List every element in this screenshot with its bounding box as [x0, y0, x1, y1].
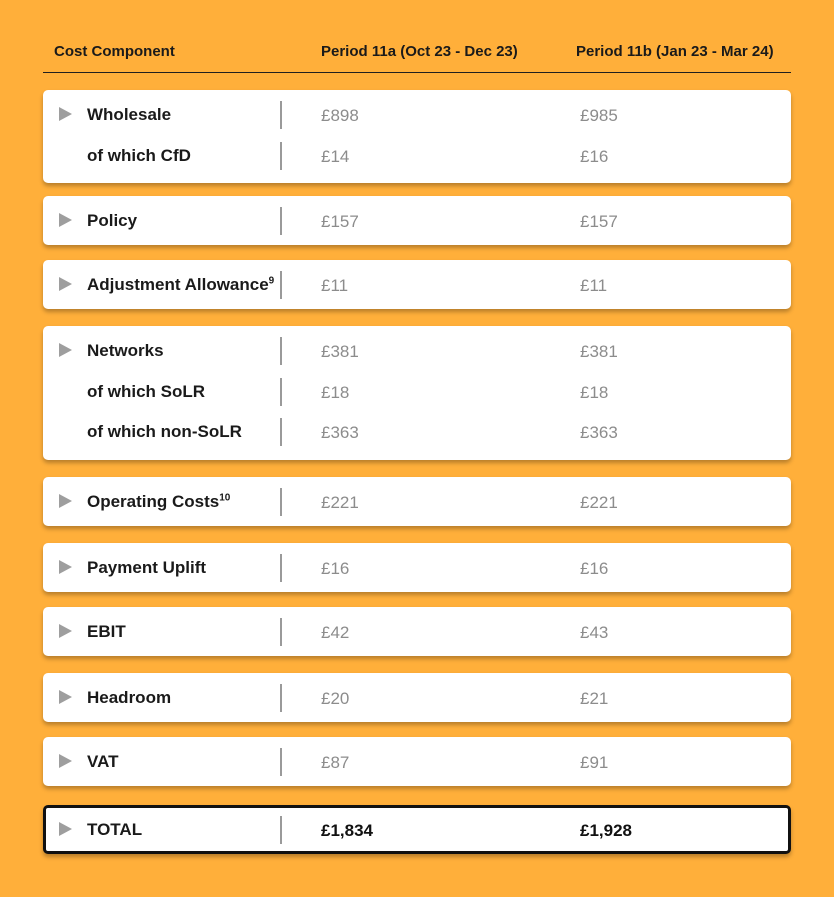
expand-arrow-icon[interactable]	[59, 277, 72, 291]
table-row	[43, 265, 791, 305]
table-header	[43, 32, 791, 73]
row-label: Networks	[87, 341, 164, 360]
card-networks	[43, 326, 791, 460]
card-policy	[43, 196, 791, 245]
expand-arrow-icon[interactable]	[59, 343, 72, 357]
divider	[280, 816, 282, 844]
value-period-11a: £157	[321, 212, 359, 231]
divider	[280, 271, 282, 299]
card-vat	[43, 737, 791, 786]
value-period-11a: £221	[321, 493, 359, 512]
value-period-11a: £87	[321, 753, 350, 772]
value-period-11a: £18	[321, 383, 350, 402]
divider	[280, 142, 282, 170]
table-row	[43, 612, 791, 652]
value-period-11a: £381	[321, 342, 359, 361]
value-period-11a: £20	[321, 689, 350, 708]
divider	[280, 618, 282, 646]
divider	[280, 748, 282, 776]
table-row	[46, 810, 788, 850]
row-label: Payment Uplift	[87, 558, 207, 577]
value-period-11a: £14	[321, 147, 350, 166]
row-label: of which CfD	[87, 146, 191, 165]
row-label: EBIT	[87, 622, 126, 641]
divider	[280, 684, 282, 712]
table-row	[43, 678, 791, 718]
value-period-11b: £18	[580, 383, 609, 402]
row-label: of which non-SoLR	[87, 422, 242, 441]
value-period-11a: £363	[321, 423, 359, 442]
header-period-11b: Period 11b (Jan 23 - Mar 24)	[576, 43, 774, 60]
value-period-11b: £11	[580, 276, 608, 295]
divider	[280, 378, 282, 406]
card-total	[43, 805, 791, 854]
card-headroom	[43, 673, 791, 722]
expand-arrow-icon[interactable]	[59, 690, 72, 704]
divider	[280, 554, 282, 582]
footnote-marker: 9	[268, 275, 275, 287]
expand-arrow-icon[interactable]	[59, 754, 72, 768]
row-label: Policy	[87, 211, 138, 230]
row-label: Operating Costs$^{10}$	[87, 492, 231, 511]
divider	[280, 337, 282, 365]
divider	[280, 418, 282, 446]
expand-arrow-icon[interactable]	[59, 107, 72, 121]
value-period-11b: £985	[580, 106, 618, 125]
divider	[280, 101, 282, 129]
table-row	[43, 372, 791, 412]
value-period-11a: £1,834	[321, 821, 373, 840]
value-period-11b: £43	[580, 623, 609, 642]
value-period-11a: £42	[321, 623, 350, 642]
row-label: Wholesale	[87, 105, 172, 124]
value-period-11b: £91	[580, 753, 609, 772]
table-row	[43, 136, 791, 176]
expand-arrow-icon[interactable]	[59, 624, 72, 638]
footnote-marker: 10	[219, 492, 231, 504]
table-row	[43, 412, 791, 452]
value-period-11b: £363	[580, 423, 618, 442]
row-label: Headroom	[87, 688, 172, 707]
value-period-11b: £1,928	[580, 821, 632, 840]
value-period-11b: £16	[580, 147, 609, 166]
divider	[280, 207, 282, 235]
table-row	[43, 482, 791, 522]
value-period-11a: £11	[321, 276, 349, 295]
card-adjustment-allowance	[43, 260, 791, 309]
card-operating-costs	[43, 477, 791, 526]
value-period-11b: £157	[580, 212, 618, 231]
card-wholesale	[43, 90, 791, 183]
value-period-11a: £898	[321, 106, 359, 125]
value-period-11b: £21	[580, 689, 609, 708]
header-period-11a: Period 11a (Oct 23 - Dec 23)	[321, 43, 518, 60]
row-label: TOTAL	[87, 820, 143, 839]
card-payment-uplift	[43, 543, 791, 592]
value-period-11b: £381	[580, 342, 618, 361]
expand-arrow-icon[interactable]	[59, 822, 72, 836]
value-period-11a: £16	[321, 559, 350, 578]
value-period-11b: £16	[580, 559, 609, 578]
card-ebit	[43, 607, 791, 656]
expand-arrow-icon[interactable]	[59, 494, 72, 508]
row-label: VAT	[87, 752, 119, 771]
table-row	[43, 331, 791, 371]
row-label: of which SoLR	[87, 382, 206, 401]
table-row	[43, 548, 791, 588]
table-row	[43, 201, 791, 241]
value-period-11b: £221	[580, 493, 618, 512]
divider	[280, 488, 282, 516]
table-row	[43, 95, 791, 135]
header-cost-component: Cost Component	[54, 43, 175, 60]
expand-arrow-icon[interactable]	[59, 213, 72, 227]
expand-arrow-icon[interactable]	[59, 560, 72, 574]
row-label: Adjustment Allowance$^9$	[87, 275, 275, 294]
table-row	[43, 742, 791, 782]
